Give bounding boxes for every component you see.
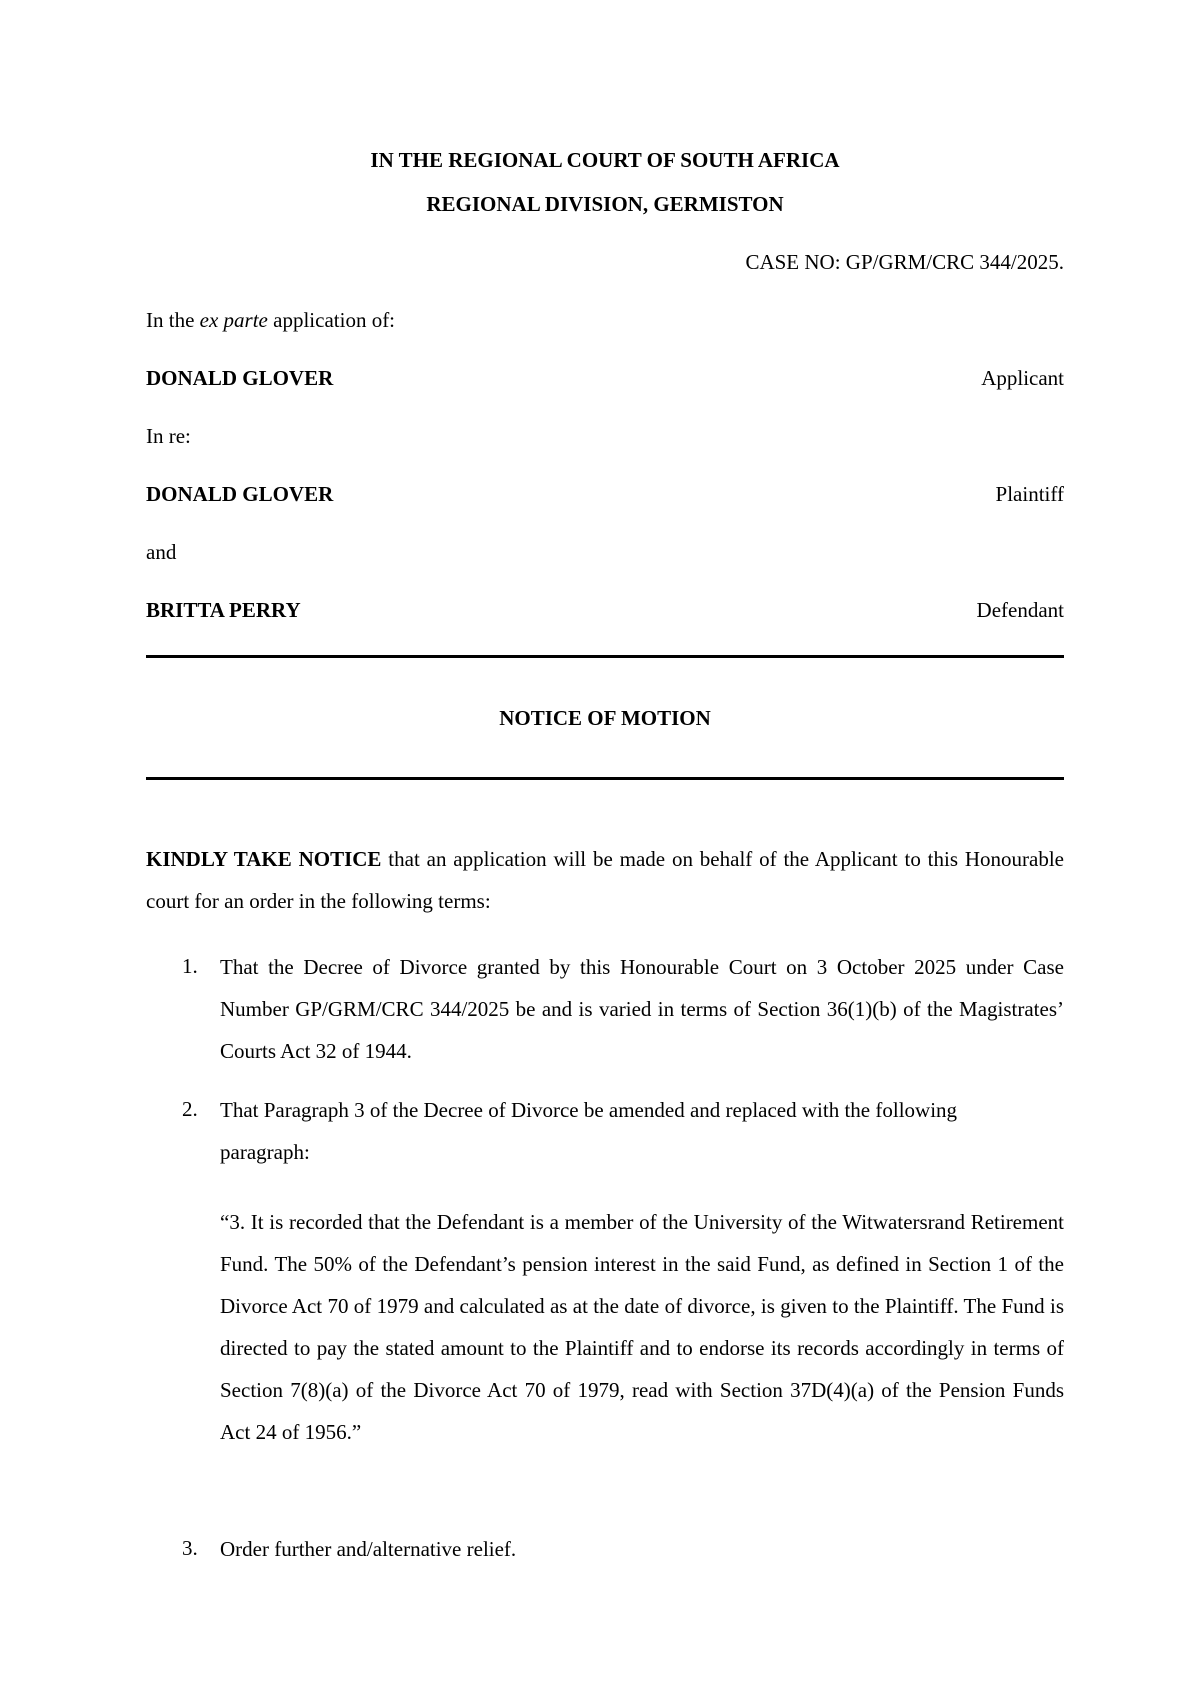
notice-paragraph <box>146 838 1064 922</box>
in-re: In re: <box>146 424 191 448</box>
intro-italic: ex parte <box>199 308 268 332</box>
item-text: That the Decree of Divorce granted by this Honourable Court on 3 October 2025 under Case Number GP/GRM/CRC 344/2025 be and is varied in terms of Section 36(1)(b) of the Magistrates’ Courts Act 32 of 1944. <box>220 955 1064 1063</box>
and-line: and <box>146 540 177 564</box>
court-division: REGIONAL DIVISION, GERMISTON <box>426 192 784 216</box>
item-number: 3. <box>182 1536 198 1560</box>
plaintiff-name: DONALD GLOVER <box>146 482 334 506</box>
applicant-row <box>146 366 1064 391</box>
item-number: 2. <box>182 1097 198 1121</box>
item-text: Order further and/alternative relief. <box>220 1537 517 1561</box>
notice-rest: that an application will be made on behalf of the Applicant to this Honourable court for an order in the following terms: <box>146 847 1064 913</box>
defendant-row <box>146 598 1064 623</box>
defendant-name: BRITTA PERRY <box>146 598 301 622</box>
item-quote: “3. It is recorded that the Defendant is a member of the University of the Witwatersrand Retirement Fund. The 50% of the Defendant’s pension interest in the said Fund, as defined in Section 1 of the Divorce Act 70 of 1979 and calculated as at the date of divorce, is given to the Plaintiff. The Fund is directed to pay the stated amount to the Plaintiff and to endorse its records accordingly in terms of Section 7(8)(a) of the Divorce Act 70 of 1979, read with Section 37D(4)(a) of the Pension Funds Act 24 of 1956.” <box>220 1210 1064 1444</box>
intro-line <box>146 308 395 333</box>
document-title: NOTICE OF MOTION <box>499 706 711 730</box>
plaintiff-row <box>146 482 1064 507</box>
intro-prefix: In the <box>146 308 200 332</box>
defendant-role: Defendant <box>976 598 1064 622</box>
court-name: IN THE REGIONAL COURT OF SOUTH AFRICA <box>370 148 840 172</box>
plaintiff-role: Plaintiff <box>995 482 1064 506</box>
applicant-role: Applicant <box>981 366 1064 390</box>
case-number: CASE NO: GP/GRM/CRC 344/2025. <box>745 250 1064 274</box>
intro-suffix: application of: <box>267 308 396 332</box>
item-text: That Paragraph 3 of the Decree of Divorce be amended and replaced with the following paragraph: <box>220 1098 958 1164</box>
item-number: 1. <box>182 954 198 978</box>
divider-top <box>146 655 1064 658</box>
notice-bold: KINDLY TAKE NOTICE <box>146 847 382 871</box>
divider-bottom <box>146 777 1064 780</box>
applicant-name: DONALD GLOVER <box>146 366 334 390</box>
